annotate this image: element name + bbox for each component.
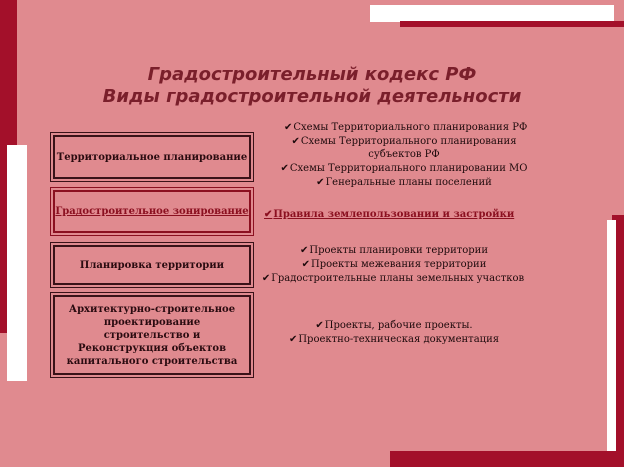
list-item: ✔Схемы Территориального планирования РФ: [284, 122, 528, 133]
list-item-active[interactable]: ✔Правила землепользовании и застройки: [264, 209, 515, 220]
box-label: Планировка территории: [79, 259, 225, 271]
list-item: ✔Схемы Территориального планирования: [291, 136, 517, 147]
box-territory-planning[interactable]: [53, 245, 251, 285]
left-white-bar: [7, 145, 27, 381]
box-zoning[interactable]: [53, 190, 251, 233]
box-label: Территориальное планирование: [56, 151, 248, 163]
checkmark-icon: ✔: [264, 209, 273, 220]
list-item: ✔Градостроительные планы земельных участков: [261, 273, 525, 284]
top-right-dark-bar: [400, 21, 624, 27]
page-title: [0, 64, 624, 108]
checkmark-icon: ✔: [288, 334, 298, 345]
box-label: Архитектурно-строительное проектирование строительство и Реконструкция объектов капитального строительства: [66, 303, 238, 367]
checkmark-icon: ✔: [261, 273, 271, 284]
checkmark-icon: ✔: [280, 163, 289, 174]
checkmark-icon: ✔: [316, 177, 325, 188]
title-line-1: Градостроительный кодекс РФ: [147, 64, 477, 85]
list-item: ✔Схемы Территориального планировании МО: [280, 163, 528, 174]
box-territorial-planning[interactable]: [53, 135, 251, 179]
checkmark-icon: ✔: [301, 259, 310, 270]
checkmark-icon: ✔: [299, 245, 309, 256]
top-right-white-bar: [370, 5, 614, 22]
checkmark-icon: ✔: [291, 136, 300, 147]
right-white-bar: [607, 220, 616, 452]
list-item: ✔Проектно-техническая документация: [288, 334, 500, 345]
box-label: Градостроительное зонирование: [55, 206, 249, 217]
box-architecture-design[interactable]: [53, 295, 251, 375]
title-line-2: Виды градостроительной деятельности: [102, 86, 522, 107]
list-item: ✔Проекты межевания территории: [301, 259, 487, 270]
list-item: ✔Проекты, рабочие проекты.: [315, 320, 473, 331]
bottom-right-dark-bar: [390, 451, 624, 467]
list-item: ✔Проекты планировки территории: [299, 245, 489, 256]
list-item: ✔Генеральные планы поселений: [316, 177, 492, 188]
checkmark-icon: ✔: [315, 320, 324, 331]
list-item: субъектов РФ: [368, 149, 440, 160]
checkmark-icon: ✔: [284, 122, 293, 133]
